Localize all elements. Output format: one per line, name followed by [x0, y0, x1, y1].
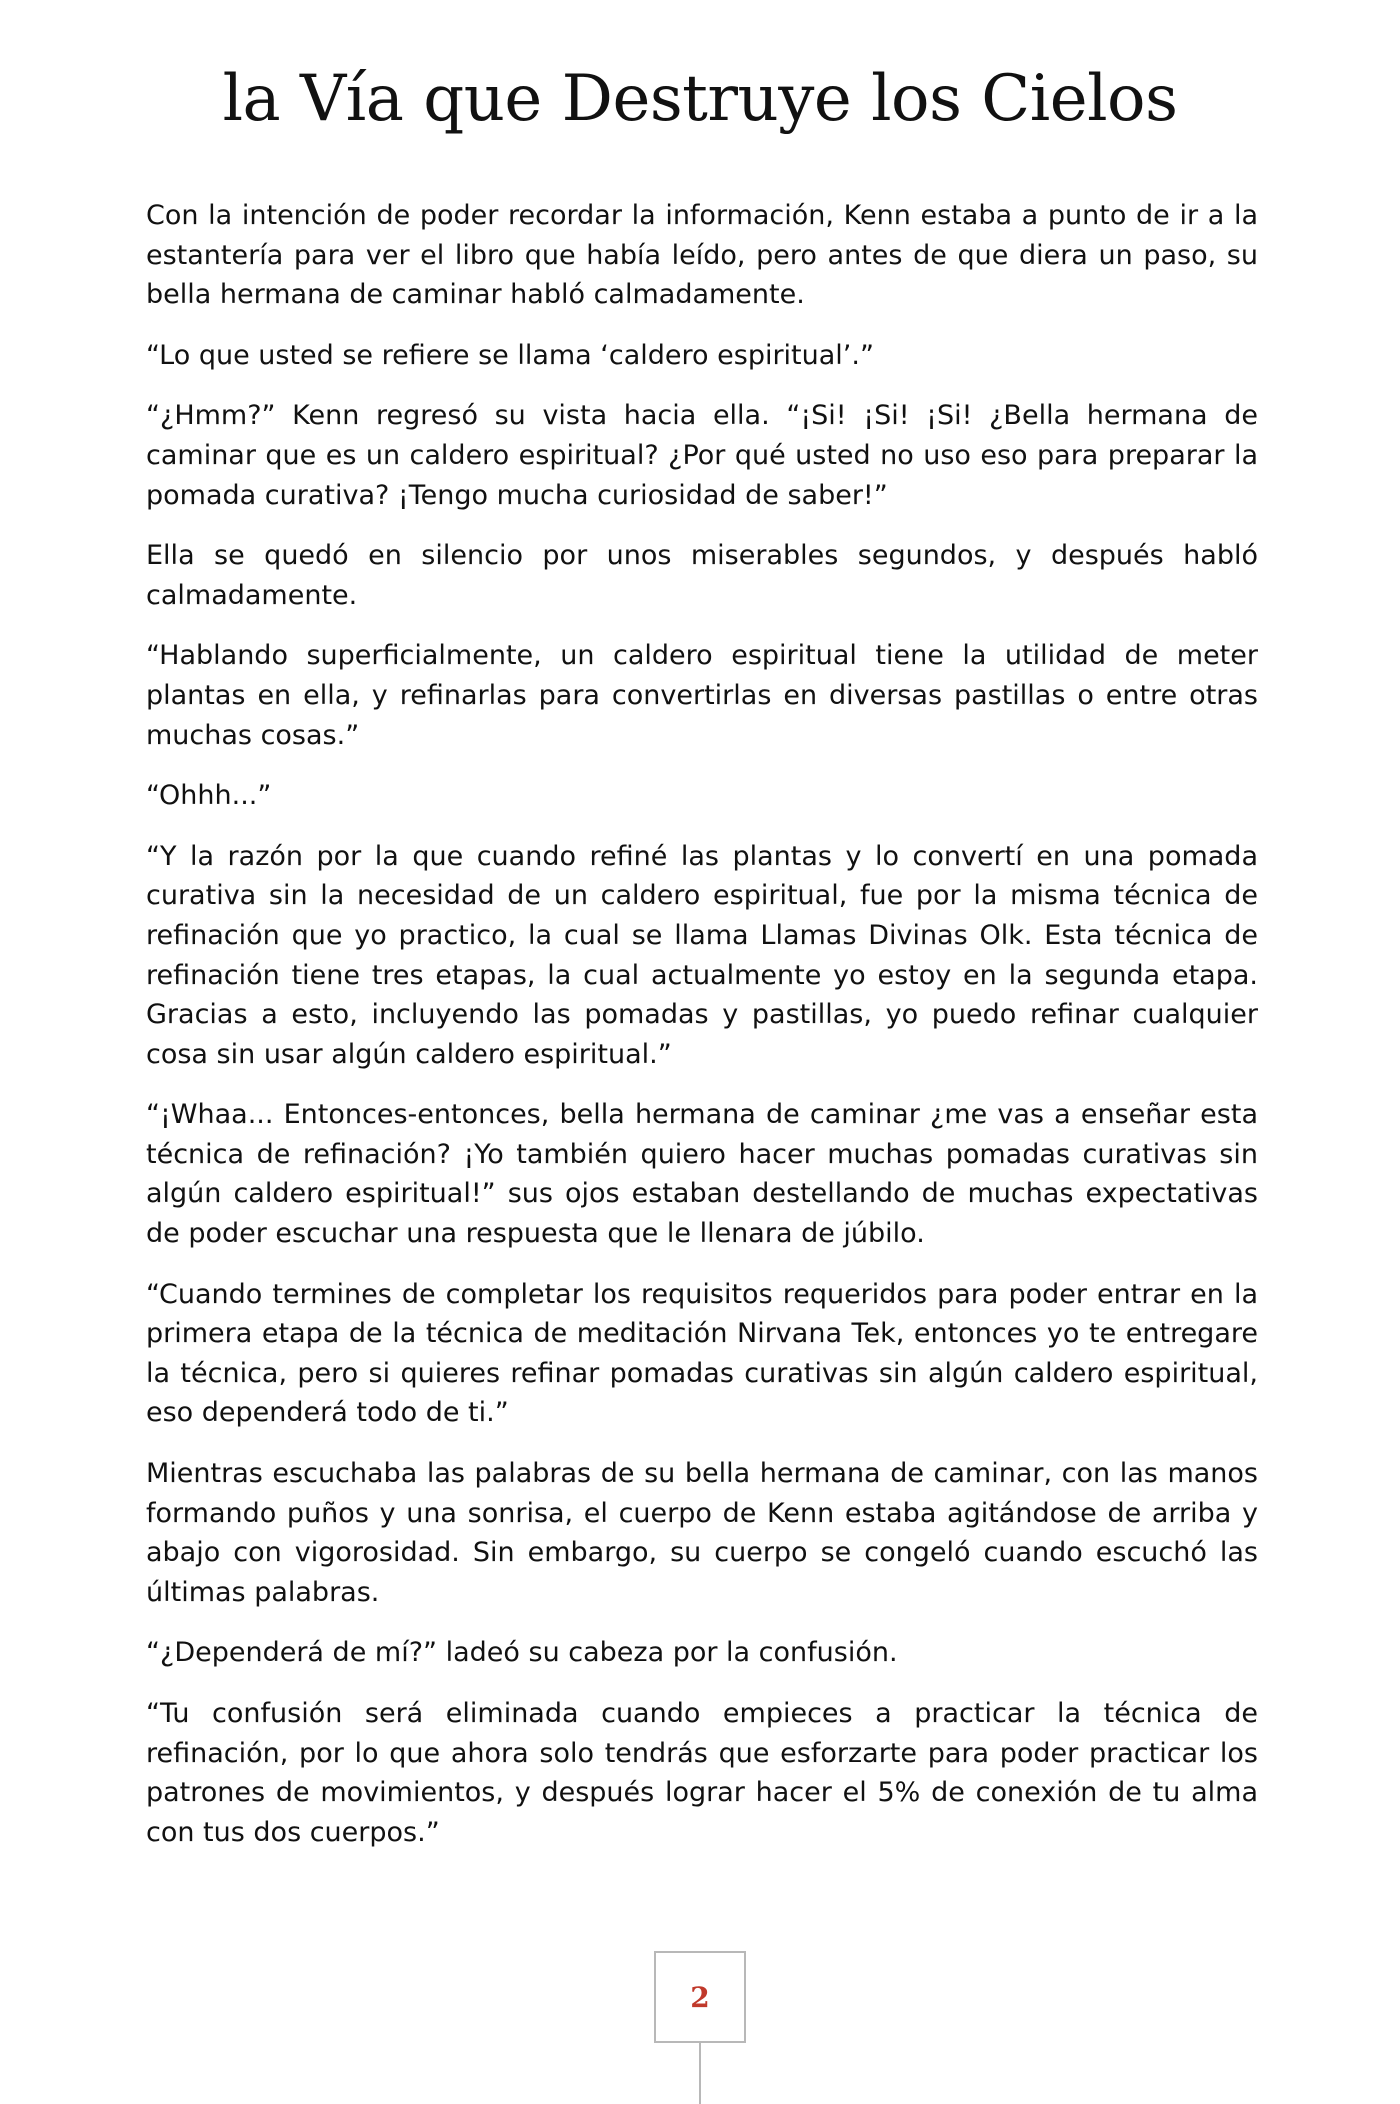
paragraph: “¿Dependerá de mí?” ladeó su cabeza por la confusión. — [146, 1637, 898, 1669]
paragraph: Con la intención de poder recordar la información, Kenn estaba a punto de ir a la estantería para ver el libro que había leído, pero antes de que diera un paso, su bella hermana de caminar habló calmadamente. — [146, 200, 1258, 311]
paragraph: “Y la razón por la que cuando refiné las plantas y lo convertí en una pomada curativa sin la necesidad de un caldero espiritual, fue por la misma técnica de refinación que yo practico, la cual se llama Llamas Divinas Olk. Esta técnica de refinación tiene tres etapas, la cual actualmente yo estoy en la segunda etapa. Gracias a esto, incluyendo las pomadas y pastillas, yo puedo refinar cualquier cosa sin usar algún caldero espiritual.” — [146, 840, 1258, 1070]
body-text — [146, 196, 1258, 1873]
paragraph: Ella se quedó en silencio por unos miserables segundos, y después habló calmadamente. — [146, 540, 1258, 611]
paragraph: “¿Hmm?” Kenn regresó su vista hacia ella. “¡Si! ¡Si! ¡Si! ¿Bella hermana de caminar que es un caldero espiritual? ¿Por qué usted no uso eso para preparar la pomada curativa? ¡Tengo mucha curiosidad de saber!” — [146, 400, 1258, 511]
paragraph: “Hablando superficialmente, un caldero espiritual tiene la utilidad de meter plantas en ella, y refinarlas para convertirlas en diversas pastillas o entre otras muchas cosas.” — [146, 640, 1258, 751]
paragraph: “¡Whaa... Entonces-entonces, bella hermana de caminar ¿me vas a enseñar esta técnica de refinación? ¡Yo también quiero hacer muchas pomadas curativas sin algún caldero espiritual!” sus ojos estaban destellando de muchas expectativas de poder escuchar una respuesta que le llenara de júbilo. — [146, 1099, 1258, 1250]
page-title: la Vía que Destruye los Cielos — [222, 62, 1178, 136]
paragraph: “Lo que usted se refiere se llama ‘caldero espiritual’.” — [146, 339, 874, 371]
page-number-connector-line — [699, 2043, 701, 2104]
paragraph: “Ohhh...” — [146, 780, 272, 812]
page-number-box — [654, 1951, 746, 2043]
paragraph: “Cuando termines de completar los requisitos requeridos para poder entrar en la primera etapa de la técnica de meditación Nirvana Tek, entonces yo te entregare la técnica, pero si quieres refinar pomadas curativas sin algún caldero espiritual, eso dependerá todo de ti.” — [146, 1278, 1258, 1429]
paragraph: “Tu confusión será eliminada cuando empieces a practicar la técnica de refinación, por lo que ahora solo tendrás que esforzarte para poder practicar los patrones de movimientos, y después lograr hacer el 5% de conexión de tu alma con tus dos cuerpos.” — [146, 1698, 1258, 1848]
paragraph: Mientras escuchaba las palabras de su bella hermana de caminar, con las manos formando puños y una sonrisa, el cuerpo de Kenn estaba agitándose de arriba y abajo con vigorosidad. Sin embargo, su cuerpo se congeló cuando escuchó las últimas palabras. — [146, 1458, 1258, 1608]
page-number: 2 — [690, 1980, 710, 2014]
